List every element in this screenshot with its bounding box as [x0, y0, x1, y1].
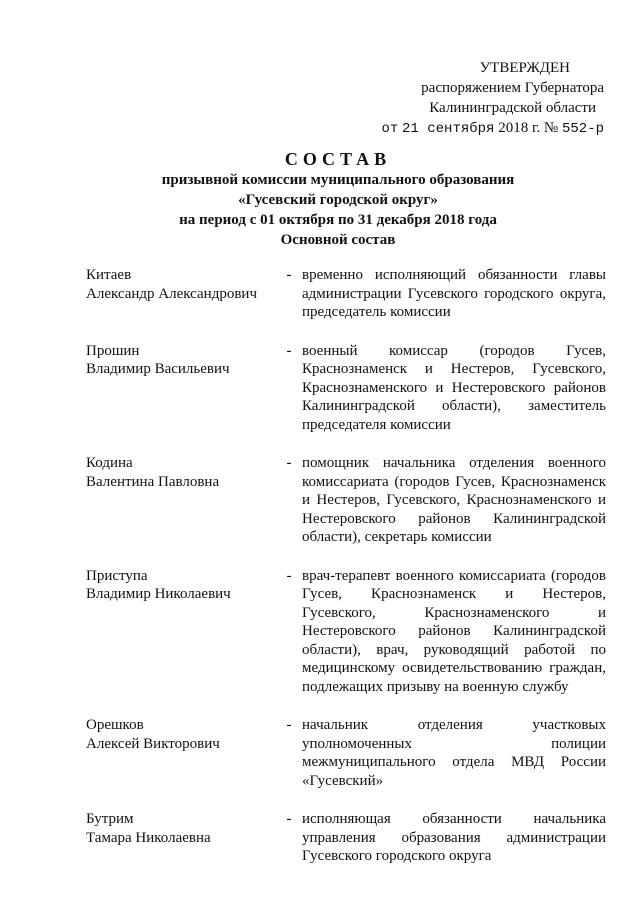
approval-region: Калининградской области — [429, 100, 596, 116]
member-dash: - — [286, 267, 292, 283]
member-surname: Приступа — [86, 567, 148, 584]
member-surname: Китаев — [86, 267, 132, 283]
member-row — [86, 567, 606, 697]
member-dash: - — [286, 811, 292, 827]
member-name — [86, 567, 276, 697]
member-name — [86, 716, 276, 790]
member-role: военный комиссар (городов Гусев, Краснознаменск и Нестеров, Гусевского, Краснознаменского и Нестеровского районов Калининградской области), заместитель председателя комиссии — [302, 342, 606, 433]
member-given-name: Владимир Васильевич — [86, 361, 230, 377]
member-surname: Прошин — [86, 342, 140, 359]
approval-title: УТВЕРЖДЕН — [479, 60, 570, 76]
member-row — [86, 454, 606, 547]
member-given-name: Александр Александрович — [86, 285, 257, 302]
member-given-name: Тамара Николаевна — [86, 829, 211, 846]
member-row — [86, 810, 606, 866]
member-row — [86, 342, 606, 435]
member-dash: - — [286, 342, 292, 359]
member-row — [86, 716, 606, 790]
member-given-name: Владимир Николаевич — [86, 586, 231, 602]
approval-date-prefix: от — [381, 121, 399, 137]
document-title — [0, 148, 640, 230]
approval-stamp — [344, 58, 604, 139]
member-surname: Кодина — [86, 455, 133, 471]
approval-number: 552-р — [561, 121, 604, 137]
approval-date-line — [344, 118, 604, 139]
member-surname: Орешков — [86, 717, 144, 733]
approval-authority: распоряжением Губернатора — [421, 80, 604, 96]
approval-date: 21 сентября — [402, 121, 495, 137]
member-surname: Бутрим — [86, 811, 134, 827]
member-role: врач-терапевт военного комиссариата (городов Гусев, Краснознаменск и Нестеров, Гусевского, Краснознаменского и Нестеровского районов Калининградской области), врач, руководящий работой по медицинскому освидетельствованию граждан, подлежащих призыву на военную службу — [302, 567, 606, 695]
member-name — [86, 266, 276, 322]
member-name — [86, 810, 276, 866]
members-list — [86, 266, 606, 886]
title-line-3: на период с 01 октября по 31 декабря 2018 года — [179, 212, 497, 228]
title-main: СОСТАВ — [284, 149, 392, 169]
member-row — [86, 266, 606, 322]
approval-year: 2018 г. № — [498, 120, 559, 136]
member-dash: - — [286, 717, 292, 733]
member-role: начальник отделения участковых уполномоченных полиции межмуниципального отдела МВД России «Гусевский» — [302, 717, 606, 789]
member-name — [86, 454, 276, 547]
member-role: помощник начальника отделения военного комиссариата (городов Гусев, Краснознаменск и Нестеров, Гусевского, Краснознаменского и Нестеровского районов Калининградской области), секретарь комиссии — [302, 455, 606, 545]
title-line-1: призывной комиссии муниципального образования — [161, 172, 515, 188]
member-given-name: Алексей Викторович — [86, 735, 220, 752]
member-role: исполняющая обязанности начальника управления образования администрации Гусевского городского округа — [302, 811, 606, 864]
member-role: временно исполняющий обязанности главы администрации Гусевского городского округа, председатель комиссии — [302, 267, 606, 320]
member-name — [86, 342, 276, 435]
member-dash: - — [286, 567, 292, 584]
member-given-name: Валентина Павловна — [86, 473, 220, 490]
title-line-2: «Гусевский городской округ» — [238, 192, 438, 208]
section-heading: Основной состав — [280, 232, 396, 248]
member-dash: - — [286, 455, 292, 471]
